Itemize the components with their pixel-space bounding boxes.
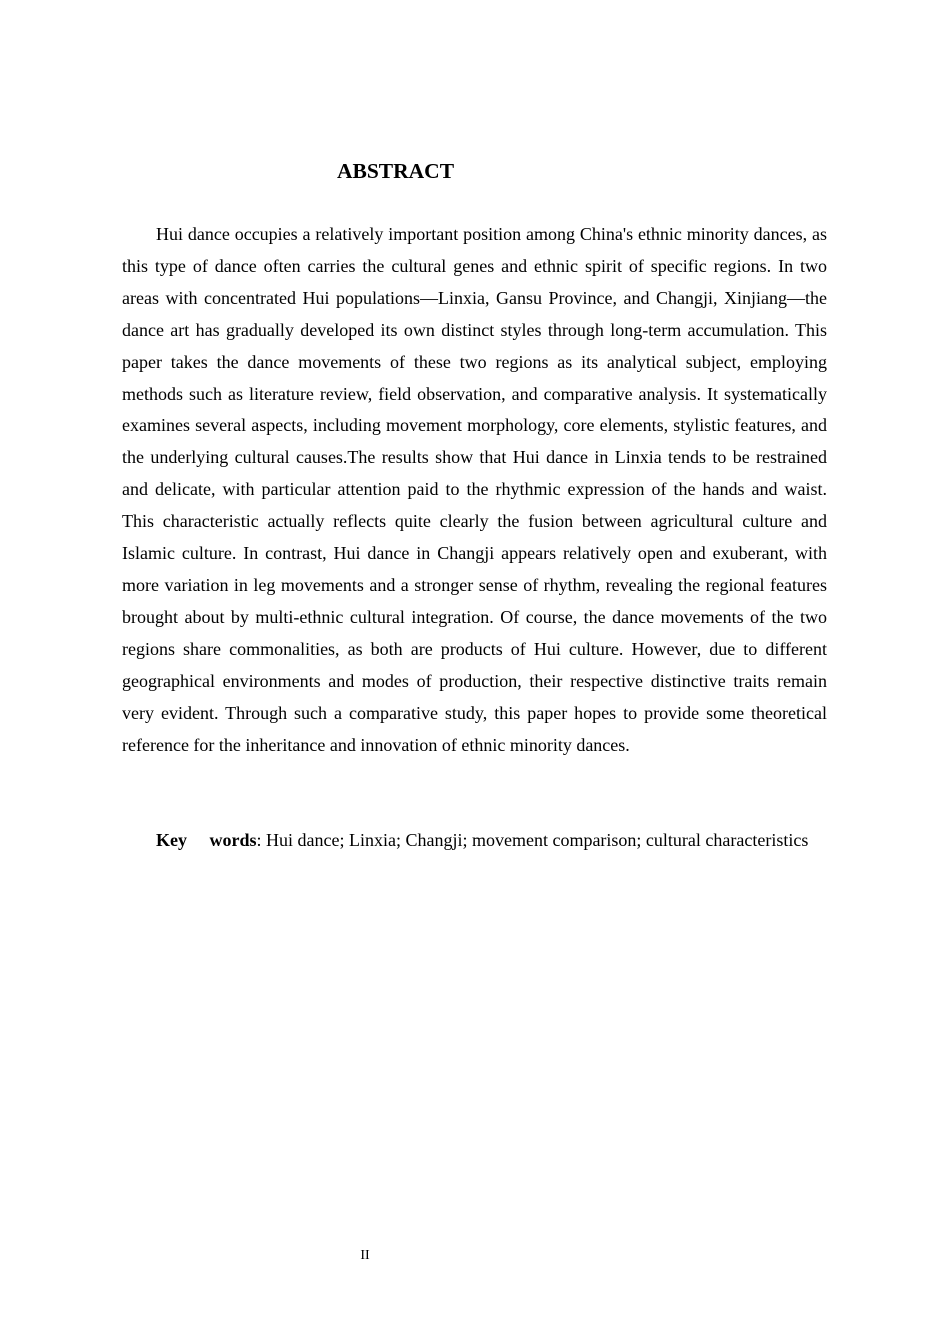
abstract-body: Hui dance occupies a relatively important position among China's ethnic minority dances, as this type of dance often carries the cultural genes and ethnic spirit of specific regions. In two areas with concentrated Hui populations—Linxia, Gansu Province, and Changji, Xinjiang—the dance art has gradually developed its own distinct styles through long-term accumulation. This paper takes the dance movements of these two regions as its analytical subject, employing methods such as literature review, field observation, and comparative analysis. It systematically examines several aspects, including movement morphology, core elements, stylistic features, and the underlying cultural causes.The results show that Hui dance in Linxia tends to be restrained and delicate, with particular attention paid to the rhythmic expression of the hands and waist. This characteristic actually reflects quite clearly the fusion between agricultural culture and Islamic culture. In contrast, Hui dance in Changji appears relatively open and exuberant, with more variation in leg movements and a stronger sense of rhythm, revealing the regional features brought about by multi-ethnic cultural integration. Of course, the dance movements of the two regions share commonalities, as both are products of Hui culture. However, due to different geographical environments and modes of production, their respective distinctive traits remain very evident. Through such a comparative study, this paper hopes to provide some theoretical reference for the inheritance and innovation of ethnic minority dances. [122, 224, 827, 755]
keywords-label: Key words [156, 830, 257, 850]
keywords-paragraph [122, 825, 827, 857]
keywords-separator: : [256, 830, 267, 850]
abstract-title: ABSTRACT [336, 159, 455, 183]
page-number: II [360, 1248, 370, 1263]
keywords-text: Hui dance; Linxia; Changji; movement comparison; cultural characteristics [266, 830, 809, 850]
